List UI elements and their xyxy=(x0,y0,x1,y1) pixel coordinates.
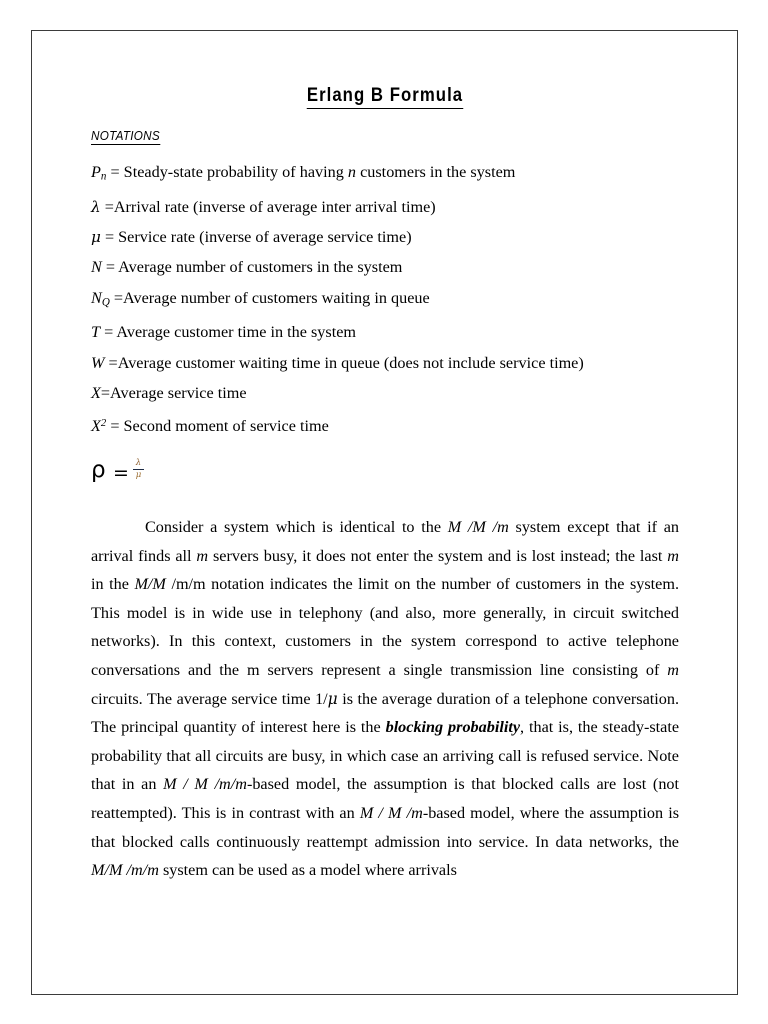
notation-item-lambda xyxy=(91,192,679,222)
notation-text-x: =Average service time xyxy=(100,383,247,402)
symbol-n-queue: N xyxy=(91,288,102,307)
symbol-lambda: λ xyxy=(91,198,101,217)
equals-sign: = xyxy=(113,462,129,485)
page-title xyxy=(132,31,638,109)
symbol-n-capital: N xyxy=(91,258,102,277)
lambda-over-mu-fraction xyxy=(132,459,145,482)
section-heading-notations xyxy=(91,109,620,145)
par-text-7: is the average duration of a telephone conversation. The principal quantity of interest here is the xyxy=(91,689,679,737)
notation-text-t: = Average customer time in the system xyxy=(100,323,357,342)
notation-item-pn xyxy=(91,157,679,192)
notation-item-x-squared xyxy=(91,408,679,441)
symbol-x: X xyxy=(91,383,101,402)
symbol-x-superscript: 2 xyxy=(100,416,107,429)
par-math-8: M/M /m/m xyxy=(91,861,159,880)
notation-text-x-squared: = Second moment of service time xyxy=(106,416,329,435)
notation-item-n xyxy=(91,252,679,282)
page-frame xyxy=(31,30,738,995)
section-heading-text: NOTATIONS xyxy=(91,128,160,144)
symbol-p-subscript: n xyxy=(100,170,107,183)
par-math-4: M/M xyxy=(134,575,166,594)
par-text-9: -based model, the assumption is that blocked calls are lost (not reattempted). This is in contrast with an xyxy=(91,775,680,822)
body-paragraph xyxy=(91,499,679,885)
symbol-w: W xyxy=(91,353,105,372)
par-math-2: m xyxy=(196,546,209,565)
notation-item-t xyxy=(91,317,679,347)
notation-text-nq: =Average number of customers waiting in queue xyxy=(109,288,430,307)
symbol-mu: μ xyxy=(91,228,101,247)
par-text-3: servers busy, it does not enter the system and is lost instead; the last xyxy=(208,546,668,565)
par-mu-symbol: μ xyxy=(327,689,338,708)
par-math-1: M /M /m xyxy=(447,518,509,537)
notation-text-mu: = Service rate (inverse of average service time) xyxy=(100,228,412,247)
fraction-denominator: μ xyxy=(135,470,142,481)
par-text-11: system can be used as a model where arrivals xyxy=(158,861,457,880)
notation-text-w: =Average customer waiting time in queue (does not include service time) xyxy=(104,353,584,372)
notation-text-pn-tail: customers in the system xyxy=(356,163,516,182)
par-text-8: , that is, the steady-state probability that all circuits are busy, in which case an arriving call is refused service. Note that in an xyxy=(91,718,680,794)
fraction-numerator: λ xyxy=(135,458,142,469)
notation-item-w xyxy=(91,348,679,378)
par-text-6: circuits. The average service time 1/ xyxy=(91,689,328,708)
par-text-1: Consider a system which is identical to the xyxy=(145,518,448,537)
par-math-6: M / M /m/m xyxy=(163,775,247,794)
notations-list xyxy=(91,145,679,441)
rho-equation xyxy=(91,441,679,499)
notation-item-mu xyxy=(91,222,679,252)
page-title-text: Erlang B Formula xyxy=(307,85,463,109)
par-text-10: -based model, where the assumption is that blocked calls continuously reattempt admission into service. In data networks, the xyxy=(91,803,679,851)
rho-symbol: ρ xyxy=(91,457,106,484)
par-bold-blocking-probability: blocking probability xyxy=(385,718,521,737)
par-text-5: /m/m notation indicates the limit on the number of customers in the system. This model is in wide use in telephony (and also, more generally, in circuit switched networks). In this context, customers in the system correspond to active telephone conversations and the m servers represent a single transmission line consisting of xyxy=(91,575,679,679)
notation-text-lambda: =Arrival rate (inverse of average inter arrival time) xyxy=(100,198,436,217)
notation-text-pn: = Steady-state probability of having xyxy=(106,163,348,182)
par-math-7: M / M /m xyxy=(359,803,423,822)
notation-inline-italic-n: n xyxy=(347,163,357,182)
par-math-5: m xyxy=(667,660,679,679)
notation-item-x xyxy=(91,378,679,408)
par-math-3: m xyxy=(667,546,679,565)
par-text-2: system except that if an arrival finds all xyxy=(91,518,679,565)
notation-text-n: = Average number of customers in the system xyxy=(101,258,403,277)
symbol-n-queue-subscript: Q xyxy=(101,296,110,309)
notation-item-nq xyxy=(91,283,679,318)
symbol-x-squared: X xyxy=(91,416,101,435)
par-text-4: in the xyxy=(91,575,135,594)
page-content xyxy=(91,31,679,885)
symbol-p: P xyxy=(91,163,101,182)
symbol-t: T xyxy=(91,323,101,342)
